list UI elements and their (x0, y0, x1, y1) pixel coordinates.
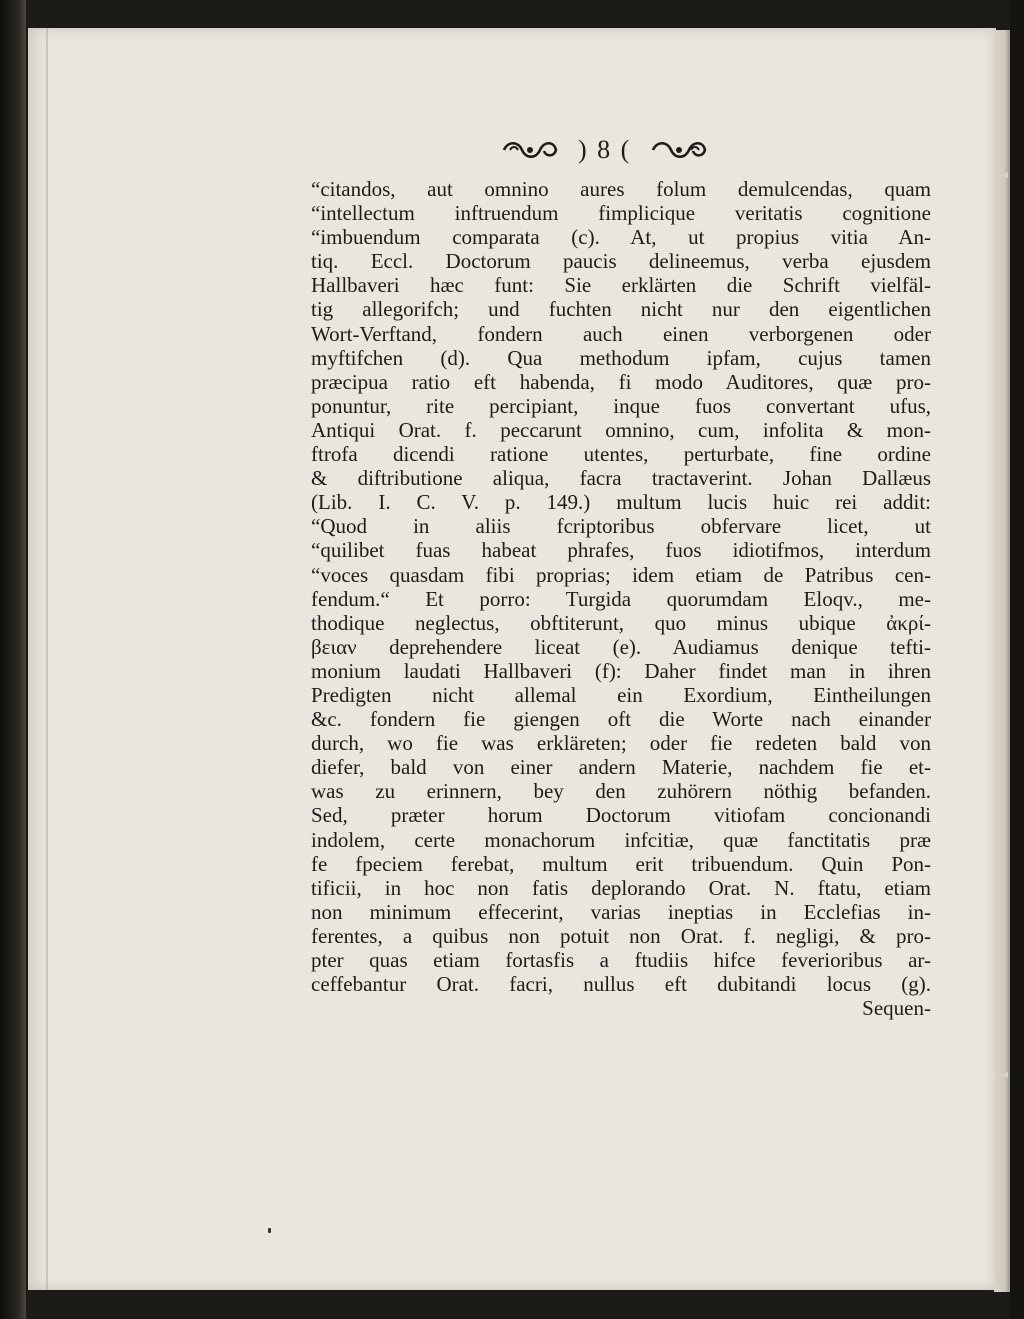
catchword: Sequen- (862, 996, 931, 1021)
text-line: pter quas etiam fortasfis a ftudiis hifce feverioribus ar- (311, 948, 931, 972)
text-line: Wort-Verftand, fondern auch einen verborgenen oder (311, 321, 931, 346)
text-line: thodique neglectus, obftiterunt, quo minus ubique ἀκρί- (311, 610, 931, 635)
text-line: Predigten nicht allemal ein Exordium, Eintheilungen (311, 682, 931, 707)
text-line: tificii, in hoc non fatis deplorando Orat. N. ftatu, etiam (311, 875, 931, 900)
text-line: “Quod in aliis fcriptoribus obfervare licet, ut (311, 514, 931, 539)
text-line: Antiqui Orat. f. peccarunt omnino, cum, infolita & mon- (311, 417, 931, 442)
paper-speck (268, 1228, 271, 1233)
left-binding-shadow (0, 0, 26, 1319)
text-line: “quilibet fuas habeat phrafes, fuos idiotifmos, interdum (311, 538, 931, 563)
text-line: durch, wo fie was erkläreten; oder fie redeten bald von (311, 731, 931, 756)
text-line: Sed, præter horum Doctorum vitiofam concionandi (311, 803, 931, 828)
text-line: ponuntur, rite percipiant, inque fuos convertant ufus, (311, 393, 931, 418)
text-line: βειαν deprehendere liceat (e). Audiamus denique tefti- (311, 634, 931, 659)
text-line: “citandos, aut omnino aures folum demulcendas, quam (311, 177, 931, 201)
body-text (311, 177, 931, 1020)
text-line: &c. fondern fie giengen oft die Worte nach einander (311, 707, 931, 732)
text-line: ceffebantur Orat. facri, nullus eft dubitandi locus (g). (311, 972, 931, 997)
text-line: diefer, bald von einer andern Materie, nachdem fie et- (311, 755, 931, 780)
text-line: ftrofa dicendi ratione utentes, perturbate, fine ordine (311, 442, 931, 467)
page-number: ) 8 ( (578, 135, 632, 164)
ornament-right-icon (649, 139, 709, 161)
text-line: fendum.“ Et porro: Turgida quorumdam Eloqv., me- (311, 586, 931, 611)
text-line: “voces quasdam fibi proprias; idem etiam de Patribus cen- (311, 562, 931, 587)
text-line: indolem, certe monachorum infcitiæ, quæ fanctitatis præ (311, 827, 931, 852)
text-line: tig allegorifch; und fuchten nicht nur den eigentlichen (311, 297, 931, 322)
text-line: was zu erinnern, bey den zuhörern nöthig befanden. (311, 779, 931, 804)
text-line: myftifchen (d). Qua methodum ipfam, cujus tamen (311, 345, 931, 370)
text-line: non minimum effecerint, varias ineptias in Ecclefias in- (311, 899, 931, 924)
ornament-left-icon (500, 139, 560, 161)
text-line: præcipua ratio eft habenda, fi modo Auditores, quæ pro- (311, 369, 931, 394)
right-dark-border (1010, 0, 1024, 1319)
running-header (500, 130, 709, 170)
text-line: “imbuendum comparata (c). At, ut propius vitia An- (311, 225, 931, 250)
text-line: (Lib. I. C. V. p. 149.) multum lucis huic rei addit: (311, 490, 931, 515)
text-line: & diftributione aliqua, facra tractaverint. Johan Dallæus (311, 466, 931, 491)
text-line: “intellectum inftruendum fimplicique veritatis cognitione (311, 201, 931, 226)
binding-fold-line (46, 28, 48, 1290)
text-line: monium laudati Hallbaveri (f): Daher findet man in ihren (311, 658, 931, 683)
text-line: Hallbaveri hæc funt: Sie erklärten die Schrift vielfäl- (311, 273, 931, 298)
text-line: ferentes, a quibus non potuit non Orat. f. negligi, & pro- (311, 923, 931, 948)
text-line: tiq. Eccl. Doctorum paucis delineemus, verba ejusdem (311, 249, 931, 274)
text-line: fe fpeciem ferebat, multum erit tribuendum. Quin Pon- (311, 851, 931, 876)
